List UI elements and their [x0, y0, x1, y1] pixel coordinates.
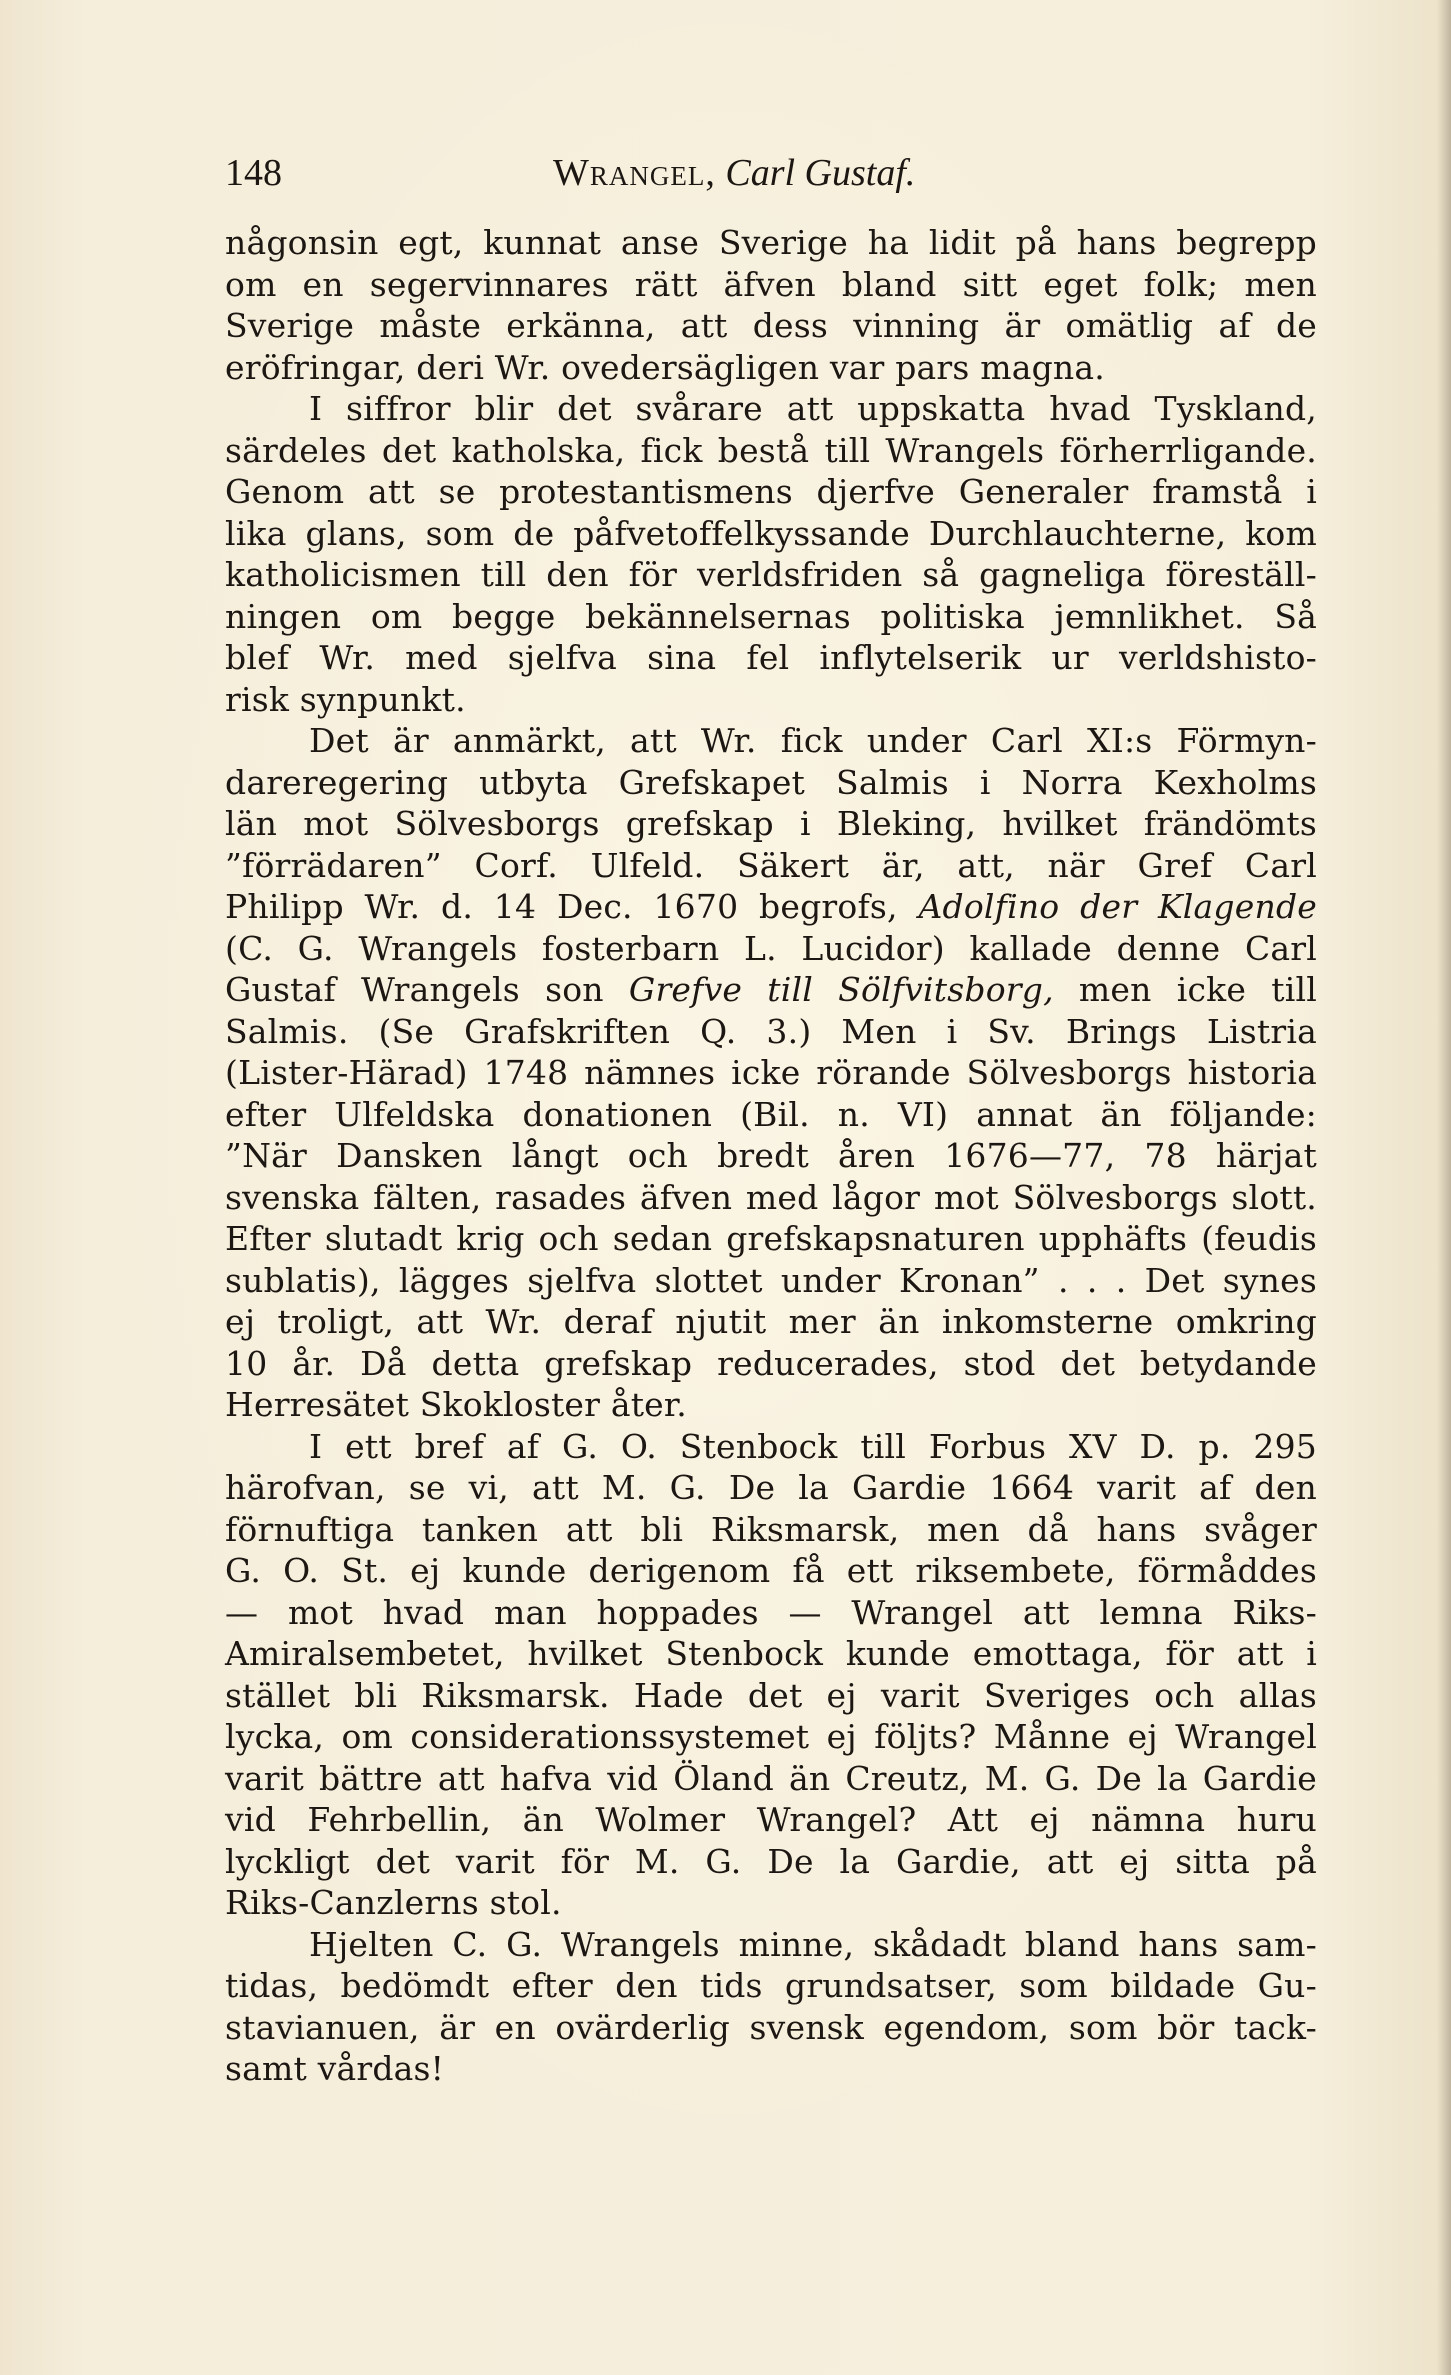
text-line: Gustaf Wrangels son Grefve till Sölfvitsborg, men icke till [225, 970, 1317, 1009]
text-line: ”När Dansken långt och bredt åren 1676—77, 78 härjat [225, 1136, 1317, 1175]
text-line: Salmis. (Se Grafskriften Q. 3.) Men i Sv. Brings Listria [225, 1011, 1317, 1051]
text-line: eröfringar, deri Wr. ovedersägligen var pars magna. [225, 347, 1105, 387]
italic-phrase: Adolfino der Klagende [918, 887, 1317, 926]
italic-phrase: Grefve till Sölfvitsborg, [628, 970, 1054, 1009]
running-head [553, 148, 915, 198]
text-line: I ett bref af G. O. Stenbock till Forbus XV D. p. 295 [309, 1426, 1317, 1466]
text-line: Hjelten C. G. Wrangels minne, skådadt bland hans sam- [309, 1924, 1317, 1964]
text-line: ningen om begge bekännelsernas politiska jemnlikhet. Så [225, 596, 1317, 636]
text-line: om en segervinnares rätt äfven bland sitt eget folk; men [225, 264, 1317, 304]
text-line: G. O. St. ej kunde derigenom få ett riksembete, förmåddes [225, 1551, 1317, 1590]
text-line: svenska fälten, rasades äfven med lågor mot Sölvesborgs slott. [225, 1177, 1317, 1217]
text-line: dareregering utbyta Grefskapet Salmis i Norra Kexholms [225, 762, 1317, 802]
running-head-given: Carl Gustaf. [725, 152, 916, 194]
text-line: stavianuen, är en ovärderlig svensk egendom, som bör tack- [225, 2007, 1317, 2047]
text-line: lycka, om considerationssystemet ej följts? Månne ej Wrangel [225, 1717, 1317, 1756]
text-line: varit bättre att hafva vid Öland än Creutz, M. G. De la Gardie [225, 1758, 1317, 1798]
text-line: Efter slutadt krig och sedan grefskapsnaturen upphäfts (feudis [225, 1219, 1317, 1258]
text-line: Philipp Wr. d. 14 Dec. 1670 begrofs, Adolfino der Klagende [225, 887, 1317, 926]
text-line: stället bli Riksmarsk. Hade det ej varit Sveriges och allas [225, 1675, 1317, 1715]
text-line: ej troligt, att Wr. deraf njutit mer än inkomsterne omkring [225, 1302, 1317, 1341]
text-line: (C. G. Wrangels fosterbarn L. Lucidor) kallade denne Carl [225, 928, 1317, 968]
text-line: lyckligt det varit för M. G. De la Gardie, att ej sitta på [225, 1841, 1317, 1881]
text-line: Genom att se protestantismens djerfve Generaler framstå i [225, 472, 1317, 511]
page-header [225, 148, 1325, 198]
body-text [225, 222, 1317, 2090]
page-edge-shadow [1437, 0, 1451, 2375]
text-line: 10 år. Då detta grefskap reducerades, stod det betydande [225, 1343, 1317, 1383]
text-line: Riks-Canzlerns stol. [225, 1883, 562, 1922]
text-line: vid Fehrbellin, än Wolmer Wrangel? Att ej nämna huru [225, 1800, 1317, 1839]
text-line: (Lister-Härad) 1748 nämnes icke rörande Sölvesborgs historia [225, 1053, 1317, 1092]
text-line: katholicismen till den för verldsfriden så gagneliga föreställ- [225, 555, 1317, 594]
text-line: samt vårdas! [225, 2049, 445, 2088]
text-line: I siffror blir det svårare att uppskatta hvad Tyskland, [309, 389, 1317, 428]
text-line: — mot hvad man hoppades — Wrangel att lemna Riks- [225, 1592, 1317, 1632]
text-line: härofvan, se vi, att M. G. De la Gardie 1664 varit af den [225, 1468, 1317, 1507]
text-line: blef Wr. med sjelfva sina fel inflytelserik ur verldshisto- [225, 638, 1317, 677]
text-line: sublatis), lägges sjelfva slottet under Kronan” . . . Det synes [225, 1260, 1317, 1300]
text-line: förnuftiga tanken att bli Riksmarsk, men då hans svåger [225, 1509, 1317, 1549]
text-line: risk synpunkt. [225, 679, 466, 719]
text-line: Herresätet Skokloster åter. [225, 1385, 687, 1424]
text-line: ”förrädaren” Corf. Ulfeld. Säkert är, att, när Gref Carl [225, 845, 1317, 885]
text-line: Amiralsembetet, hvilket Stenbock kunde emottaga, för att i [225, 1634, 1317, 1673]
text-line: någonsin egt, kunnat anse Sverige ha lidit på hans begrepp [225, 223, 1317, 262]
running-head-surname: Wrangel, [553, 152, 716, 194]
text-line: län mot Sölvesborgs grefskap i Bleking, hvilket frändömts [225, 804, 1317, 843]
text-line: Det är anmärkt, att Wr. fick under Carl XI:s Förmyn- [309, 721, 1317, 760]
text-line: särdeles det katholska, fick bestå till Wrangels förherrligande. [225, 430, 1317, 470]
text-line: tidas, bedömdt efter den tids grundsatser, som bildade Gu- [225, 1966, 1317, 2005]
page-number: 148 [225, 152, 282, 194]
text-line: lika glans, som de påfvetoffelkyssande Durchlauchterne, kom [225, 513, 1317, 553]
text-line: Sverige måste erkänna, att dess vinning är omätlig af de [225, 306, 1317, 345]
text-line: efter Ulfeldska donationen (Bil. n. VI) annat än följande: [225, 1094, 1317, 1134]
